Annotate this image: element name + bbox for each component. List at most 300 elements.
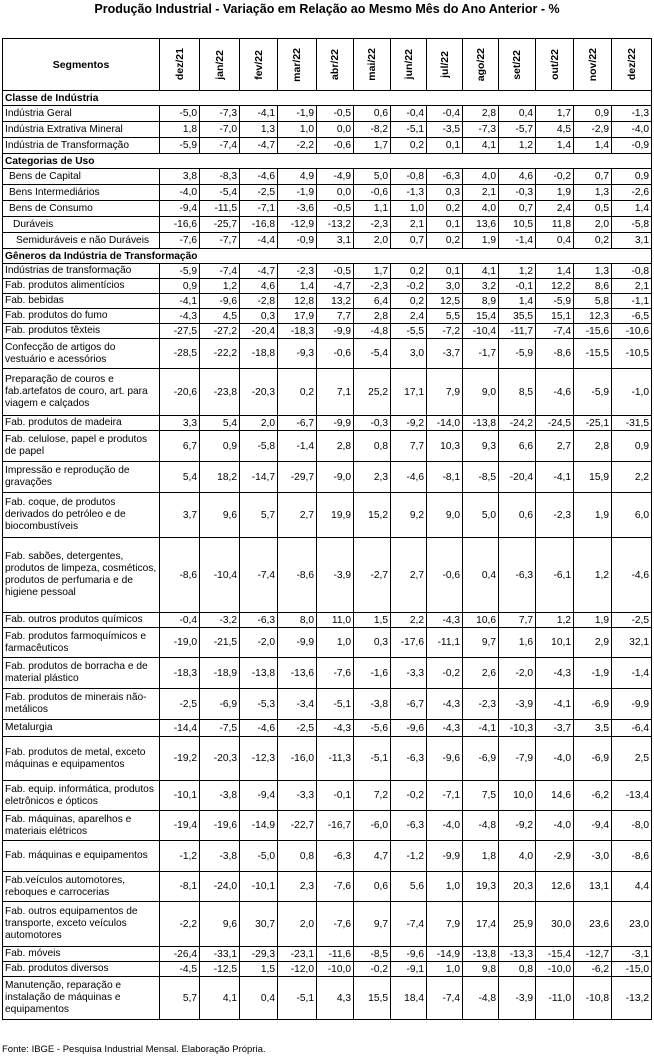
value-cell: -25,1 xyxy=(574,416,612,431)
value-cell: 7,7 xyxy=(317,309,354,324)
table-row xyxy=(3,169,652,185)
value-cell: 2,1 xyxy=(612,279,652,294)
value-cell: -10,6 xyxy=(612,324,652,339)
value-cell: 1,5 xyxy=(240,962,278,977)
value-cell: 3,1 xyxy=(612,233,652,249)
value-cell: -9,0 xyxy=(317,462,354,493)
value-cell: 7,7 xyxy=(391,431,427,462)
value-cell: -1,4 xyxy=(499,233,536,249)
value-cell: -3,8 xyxy=(200,781,240,811)
month-header xyxy=(278,39,317,91)
value-cell: -2,8 xyxy=(240,294,278,309)
value-cell: -0,2 xyxy=(427,658,463,689)
month-header-label: dez/22 xyxy=(625,48,638,81)
value-cell: -5,1 xyxy=(278,977,317,1020)
value-cell: 12,8 xyxy=(278,294,317,309)
value-cell: -10,0 xyxy=(317,962,354,977)
row-label: Fab. produtos farmoquímicos e farmacêuticos xyxy=(3,628,160,658)
row-label: Fab.veículos automotores, reboques e carrocerias xyxy=(3,872,160,902)
value-cell: 0,2 xyxy=(427,233,463,249)
table-row xyxy=(3,689,652,720)
value-cell: 8,0 xyxy=(278,613,317,628)
table-row xyxy=(3,294,652,309)
row-label: Fab. máquinas e equipamentos xyxy=(3,841,160,872)
value-cell: 1,2 xyxy=(499,138,536,154)
value-cell: -21,5 xyxy=(200,628,240,658)
table-row xyxy=(3,947,652,962)
value-cell: -27,5 xyxy=(160,324,200,339)
row-label: Manutenção, reparação e instalação de máquinas e equipamentos xyxy=(3,977,160,1020)
value-cell: 9,7 xyxy=(463,628,499,658)
value-cell: 15,2 xyxy=(354,493,391,538)
table-row xyxy=(3,217,652,233)
value-cell: -10,4 xyxy=(463,324,499,339)
value-cell: -4,3 xyxy=(317,720,354,737)
value-cell: -4,6 xyxy=(240,720,278,737)
value-cell: -1,0 xyxy=(612,369,652,416)
value-cell: -4,9 xyxy=(317,169,354,185)
row-label: Fab. sabões, detergentes, produtos de limpeza, cosméticos, produtos de perfumaria e de higiene pessoal xyxy=(3,538,160,613)
section-row xyxy=(3,249,652,264)
value-cell: -4,0 xyxy=(612,122,652,138)
value-cell: 0,9 xyxy=(612,169,652,185)
value-cell: -11,1 xyxy=(427,628,463,658)
row-label: Fab. máquinas, aparelhos e materiais elétricos xyxy=(3,811,160,841)
table-row xyxy=(3,233,652,249)
value-cell: 5,0 xyxy=(463,493,499,538)
value-cell: -9,9 xyxy=(612,689,652,720)
value-cell: -6,1 xyxy=(536,538,574,613)
value-cell: -4,6 xyxy=(536,369,574,416)
value-cell: -12,9 xyxy=(278,217,317,233)
value-cell: 10,3 xyxy=(427,431,463,462)
row-label: Indústria de Transformação xyxy=(3,138,160,154)
value-cell: 12,2 xyxy=(536,279,574,294)
value-cell: -24,2 xyxy=(499,416,536,431)
row-label: Confecção de artigos do vestuário e acessórios xyxy=(3,339,160,369)
value-cell: 1,8 xyxy=(160,122,200,138)
row-label: Fab. produtos de borracha e de material plástico xyxy=(3,658,160,689)
value-cell: -33,1 xyxy=(200,947,240,962)
value-cell: 0,4 xyxy=(463,538,499,613)
value-cell: -7,6 xyxy=(317,902,354,947)
value-cell: -5,6 xyxy=(354,720,391,737)
row-label: Fab. bebidas xyxy=(3,294,160,309)
value-cell: -9,1 xyxy=(391,962,427,977)
value-cell: -4,0 xyxy=(536,811,574,841)
value-cell: -3,9 xyxy=(317,538,354,613)
value-cell: 13,2 xyxy=(317,294,354,309)
value-cell: -6,4 xyxy=(612,720,652,737)
value-cell: -19,6 xyxy=(200,811,240,841)
value-cell: -3,8 xyxy=(354,689,391,720)
table-row xyxy=(3,324,652,339)
value-cell: 1,2 xyxy=(574,538,612,613)
value-cell: 7,9 xyxy=(427,902,463,947)
month-header xyxy=(499,39,536,91)
table-row xyxy=(3,279,652,294)
value-cell: 23,6 xyxy=(574,902,612,947)
value-cell: -2,3 xyxy=(354,217,391,233)
value-cell: 2,8 xyxy=(354,309,391,324)
value-cell: 15,9 xyxy=(574,462,612,493)
value-cell: 0,7 xyxy=(391,233,427,249)
table-row xyxy=(3,122,652,138)
value-cell: 2,8 xyxy=(574,431,612,462)
value-cell: -0,2 xyxy=(391,279,427,294)
value-cell: -5,9 xyxy=(160,138,200,154)
value-cell: -0,4 xyxy=(160,613,200,628)
value-cell: -1,2 xyxy=(160,841,200,872)
value-cell: -27,2 xyxy=(200,324,240,339)
value-cell: -13,8 xyxy=(463,947,499,962)
row-label: Preparação de couros e fab.artefatos de couro, art. para viagem e calçados xyxy=(3,369,160,416)
value-cell: 6,6 xyxy=(499,431,536,462)
value-cell: -4,3 xyxy=(160,309,200,324)
table-row xyxy=(3,872,652,902)
value-cell: -8,1 xyxy=(160,872,200,902)
value-cell: 3,0 xyxy=(391,339,427,369)
row-label: Indústria Extrativa Mineral xyxy=(3,122,160,138)
value-cell: -13,2 xyxy=(317,217,354,233)
value-cell: 4,6 xyxy=(499,169,536,185)
value-cell: 4,5 xyxy=(200,309,240,324)
value-cell: 0,0 xyxy=(317,185,354,201)
row-label: Fab. produtos diversos xyxy=(3,962,160,977)
value-cell: 17,4 xyxy=(463,902,499,947)
value-cell: 20,3 xyxy=(499,872,536,902)
month-header-label: out/22 xyxy=(548,49,561,80)
value-cell: 12,5 xyxy=(427,294,463,309)
value-cell: 2,8 xyxy=(317,431,354,462)
value-cell: 13,1 xyxy=(574,872,612,902)
value-cell: -0,4 xyxy=(391,106,427,122)
value-cell: -1,1 xyxy=(612,294,652,309)
value-cell: 19,9 xyxy=(317,493,354,538)
row-label: Fab. outros produtos químicos xyxy=(3,613,160,628)
value-cell: 0,6 xyxy=(354,106,391,122)
value-cell: -0,2 xyxy=(536,169,574,185)
value-cell: 30,7 xyxy=(240,902,278,947)
value-cell: -2,7 xyxy=(354,538,391,613)
value-cell: -1,4 xyxy=(278,431,317,462)
value-cell: -6,9 xyxy=(574,737,612,781)
value-cell: -6,7 xyxy=(391,689,427,720)
value-cell: -6,0 xyxy=(354,811,391,841)
value-cell: 0,6 xyxy=(499,493,536,538)
table-row xyxy=(3,841,652,872)
value-cell: 8,6 xyxy=(574,279,612,294)
row-label: Fab. equip. informática, produtos eletrônicos e ópticos xyxy=(3,781,160,811)
value-cell: -20,3 xyxy=(240,369,278,416)
value-cell: -24,5 xyxy=(536,416,574,431)
value-cell: 5,6 xyxy=(391,872,427,902)
value-cell: 7,7 xyxy=(499,613,536,628)
value-cell: 1,0 xyxy=(427,962,463,977)
value-cell: -6,3 xyxy=(391,737,427,781)
value-cell: -0,1 xyxy=(317,781,354,811)
month-header xyxy=(536,39,574,91)
table-row xyxy=(3,462,652,493)
value-cell: -9,6 xyxy=(427,737,463,781)
value-cell: -3,3 xyxy=(391,658,427,689)
value-cell: -4,8 xyxy=(354,324,391,339)
value-cell: 0,3 xyxy=(240,309,278,324)
value-cell: -12,0 xyxy=(278,962,317,977)
value-cell: -14,9 xyxy=(240,811,278,841)
value-cell: 4,5 xyxy=(536,122,574,138)
value-cell: 0,3 xyxy=(354,628,391,658)
value-cell: 2,2 xyxy=(391,613,427,628)
value-cell: 0,4 xyxy=(536,233,574,249)
value-cell: -2,3 xyxy=(278,264,317,279)
value-cell: -9,6 xyxy=(200,294,240,309)
value-cell: -3,9 xyxy=(499,977,536,1020)
value-cell: -2,5 xyxy=(160,689,200,720)
value-cell: -3,3 xyxy=(278,781,317,811)
value-cell: 35,5 xyxy=(499,309,536,324)
month-header xyxy=(427,39,463,91)
month-header xyxy=(240,39,278,91)
value-cell: -1,2 xyxy=(391,841,427,872)
month-header-label: set/22 xyxy=(511,49,523,80)
value-cell: 1,1 xyxy=(354,201,391,217)
value-cell: -16,7 xyxy=(317,811,354,841)
value-cell: -5,1 xyxy=(354,737,391,781)
value-cell: -7,6 xyxy=(317,658,354,689)
value-cell: -7,2 xyxy=(427,324,463,339)
value-cell: -16,0 xyxy=(278,737,317,781)
row-label: Fab. produtos de minerais não-metálicos xyxy=(3,689,160,720)
value-cell: 5,5 xyxy=(427,309,463,324)
value-cell: 10,5 xyxy=(499,217,536,233)
value-cell: -0,9 xyxy=(612,138,652,154)
value-cell: 4,0 xyxy=(463,169,499,185)
value-cell: 13,6 xyxy=(463,217,499,233)
row-label: Fab. produtos têxteis xyxy=(3,324,160,339)
value-cell: 0,2 xyxy=(391,138,427,154)
value-cell: 25,2 xyxy=(354,369,391,416)
value-cell: 1,7 xyxy=(354,138,391,154)
value-cell: -15,6 xyxy=(574,324,612,339)
value-cell: -10,4 xyxy=(200,538,240,613)
value-cell: -4,1 xyxy=(536,462,574,493)
value-cell: 5,8 xyxy=(574,294,612,309)
value-cell: -7,5 xyxy=(200,720,240,737)
value-cell: 0,2 xyxy=(574,233,612,249)
value-cell: -1,4 xyxy=(612,658,652,689)
value-cell: -31,5 xyxy=(612,416,652,431)
value-cell: 10,6 xyxy=(463,613,499,628)
value-cell: 0,0 xyxy=(317,122,354,138)
table-row xyxy=(3,106,652,122)
value-cell: -4,4 xyxy=(240,233,278,249)
value-cell: 0,9 xyxy=(574,106,612,122)
value-cell: -6,3 xyxy=(391,811,427,841)
value-cell: -3,7 xyxy=(427,339,463,369)
row-label: Fab. outros equipamentos de transporte, exceto veículos automotores xyxy=(3,902,160,947)
value-cell: 1,4 xyxy=(278,279,317,294)
month-header-label: jun/22 xyxy=(402,49,415,80)
value-cell: -8,1 xyxy=(427,462,463,493)
value-cell: -3,9 xyxy=(499,689,536,720)
value-cell: -0,5 xyxy=(317,264,354,279)
month-header xyxy=(200,39,240,91)
month-header-label: mar/22 xyxy=(291,47,303,82)
value-cell: -0,5 xyxy=(317,106,354,122)
value-cell: -8,2 xyxy=(354,122,391,138)
value-cell: -18,3 xyxy=(278,324,317,339)
value-cell: -13,2 xyxy=(612,977,652,1020)
value-cell: 0,2 xyxy=(427,201,463,217)
value-cell: -6,3 xyxy=(317,841,354,872)
value-cell: 1,7 xyxy=(354,264,391,279)
value-cell: -0,1 xyxy=(499,279,536,294)
month-header xyxy=(574,39,612,91)
value-cell: -2,3 xyxy=(463,689,499,720)
value-cell: -13,4 xyxy=(612,781,652,811)
value-cell: -7,4 xyxy=(240,538,278,613)
value-cell: 4,4 xyxy=(612,872,652,902)
value-cell: -4,1 xyxy=(160,294,200,309)
value-cell: 4,1 xyxy=(200,977,240,1020)
table-row xyxy=(3,264,652,279)
value-cell: 2,6 xyxy=(463,658,499,689)
value-cell: -8,6 xyxy=(278,538,317,613)
month-header xyxy=(391,39,427,91)
value-cell: 0,6 xyxy=(354,872,391,902)
value-cell: 5,7 xyxy=(240,493,278,538)
value-cell: 4,7 xyxy=(354,841,391,872)
value-cell: -7,1 xyxy=(427,781,463,811)
value-cell: -3,4 xyxy=(278,689,317,720)
value-cell: 1,9 xyxy=(574,493,612,538)
value-cell: -4,5 xyxy=(160,962,200,977)
value-cell: -2,5 xyxy=(278,720,317,737)
value-cell: -5,4 xyxy=(200,185,240,201)
value-cell: -5,9 xyxy=(574,369,612,416)
value-cell: -8,6 xyxy=(612,841,652,872)
value-cell: 2,8 xyxy=(463,106,499,122)
value-cell: -14,7 xyxy=(240,462,278,493)
value-cell: -20,6 xyxy=(160,369,200,416)
value-cell: -7,6 xyxy=(160,233,200,249)
row-label: Semiduráveis e não Duráveis xyxy=(3,233,160,249)
value-cell: -9,2 xyxy=(499,811,536,841)
month-header xyxy=(463,39,499,91)
value-cell: -9,6 xyxy=(391,947,427,962)
table-row xyxy=(3,811,652,841)
value-cell: -5,7 xyxy=(499,122,536,138)
value-cell: 3,2 xyxy=(463,279,499,294)
value-cell: -10,0 xyxy=(536,962,574,977)
value-cell: -6,5 xyxy=(612,309,652,324)
value-cell: -6,2 xyxy=(574,962,612,977)
table-row xyxy=(3,369,652,416)
month-header-label: fev/22 xyxy=(252,49,265,80)
value-cell: 18,4 xyxy=(391,977,427,1020)
value-cell: 4,1 xyxy=(463,264,499,279)
value-cell: -3,5 xyxy=(427,122,463,138)
row-label: Fab. produtos de madeira xyxy=(3,416,160,431)
value-cell: -12,5 xyxy=(200,962,240,977)
value-cell: 2,4 xyxy=(536,201,574,217)
value-cell: -0,3 xyxy=(354,416,391,431)
row-label: Metalurgia xyxy=(3,720,160,737)
value-cell: -1,3 xyxy=(391,185,427,201)
value-cell: -7,3 xyxy=(463,122,499,138)
value-cell: -6,3 xyxy=(499,538,536,613)
value-cell: -8,5 xyxy=(463,462,499,493)
row-label: Impressão e reprodução de gravações xyxy=(3,462,160,493)
value-cell: 3,8 xyxy=(160,169,200,185)
value-cell: -14,0 xyxy=(427,416,463,431)
value-cell: 32,1 xyxy=(612,628,652,658)
table-row xyxy=(3,309,652,324)
value-cell: -24,0 xyxy=(200,872,240,902)
value-cell: -1,3 xyxy=(612,106,652,122)
value-cell: -16,6 xyxy=(160,217,200,233)
value-cell: 7,1 xyxy=(317,369,354,416)
value-cell: 17,9 xyxy=(278,309,317,324)
value-cell: 3,5 xyxy=(574,720,612,737)
value-cell: -15,4 xyxy=(536,947,574,962)
value-cell: -14,4 xyxy=(160,720,200,737)
value-cell: 1,3 xyxy=(240,122,278,138)
value-cell: -22,2 xyxy=(200,339,240,369)
value-cell: 0,9 xyxy=(160,279,200,294)
value-cell: -5,4 xyxy=(354,339,391,369)
value-cell: -13,6 xyxy=(278,658,317,689)
value-cell: -7,7 xyxy=(200,233,240,249)
value-cell: -12,3 xyxy=(240,737,278,781)
value-cell: 0,4 xyxy=(240,977,278,1020)
value-cell: 0,3 xyxy=(427,185,463,201)
value-cell: -3,7 xyxy=(536,720,574,737)
value-cell: 23,0 xyxy=(612,902,652,947)
value-cell: 1,9 xyxy=(536,185,574,201)
value-cell: 0,2 xyxy=(391,264,427,279)
value-cell: 4,1 xyxy=(463,138,499,154)
value-cell: -4,7 xyxy=(317,279,354,294)
value-cell: 9,2 xyxy=(391,493,427,538)
value-cell: -4,6 xyxy=(391,462,427,493)
section-title: Categorias de Uso xyxy=(3,154,652,169)
value-cell: -4,0 xyxy=(160,185,200,201)
row-label: Duráveis xyxy=(3,217,160,233)
row-label: Fab. celulose, papel e produtos de papel xyxy=(3,431,160,462)
value-cell: -2,2 xyxy=(278,138,317,154)
value-cell: -5,3 xyxy=(240,689,278,720)
value-cell: 1,0 xyxy=(317,628,354,658)
value-cell: -6,3 xyxy=(427,169,463,185)
value-cell: -3,0 xyxy=(574,841,612,872)
value-cell: -9,9 xyxy=(427,841,463,872)
table-row xyxy=(3,201,652,217)
table-row xyxy=(3,416,652,431)
month-header xyxy=(317,39,354,91)
table-row xyxy=(3,431,652,462)
value-cell: 1,2 xyxy=(200,279,240,294)
month-header-label: ago/22 xyxy=(474,47,487,82)
value-cell: -13,3 xyxy=(499,947,536,962)
value-cell: 0,5 xyxy=(574,201,612,217)
value-cell: 15,4 xyxy=(463,309,499,324)
value-cell: 2,3 xyxy=(354,462,391,493)
value-cell: -20,3 xyxy=(200,737,240,781)
value-cell: 0,1 xyxy=(427,264,463,279)
value-cell: 5,0 xyxy=(354,169,391,185)
